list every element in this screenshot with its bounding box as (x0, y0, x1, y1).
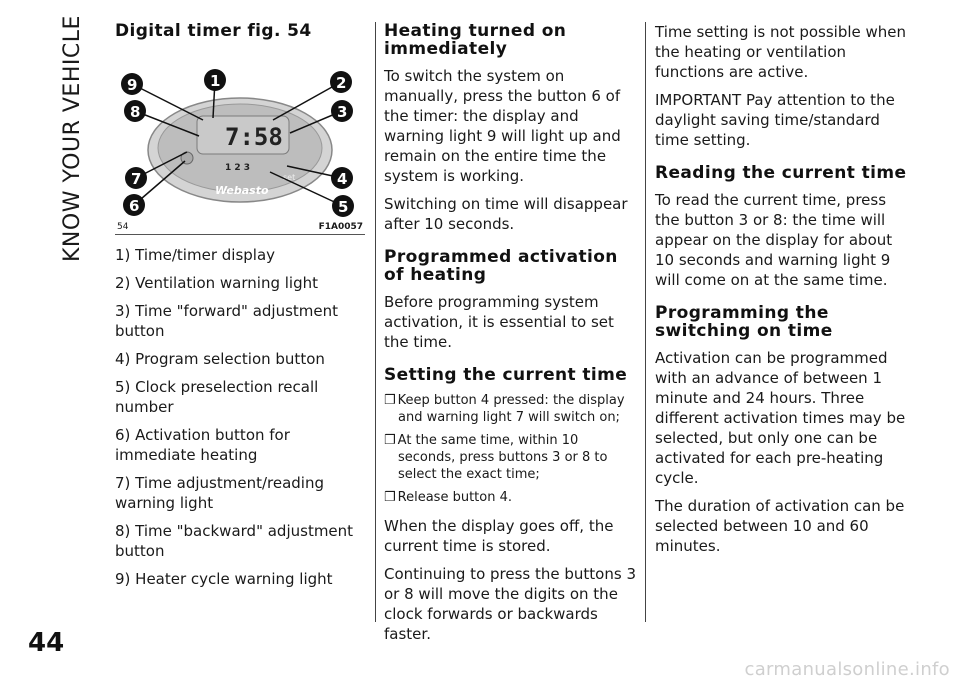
svg-text:4: 4 (337, 170, 348, 188)
display-time-text: 7:58 (225, 123, 283, 151)
paragraph: Continuing to press the buttons 3 or 8 will move the digits on the clock forwards or backwards faster. (384, 565, 636, 643)
paragraph: When the display goes off, the current time is stored. (384, 517, 614, 555)
paragraph: Before programming system activation, it is essential to set the time. (384, 293, 614, 351)
svg-text:8: 8 (130, 103, 141, 121)
legend-item: 3) Time "forward" adjustment button (115, 302, 339, 340)
column-1 (115, 22, 365, 597)
heading-reading-time: Reading the current time (655, 163, 907, 183)
checkbox-bullet-icon: ❒ (384, 393, 396, 408)
checkbox-bullet-icon: ❒ (384, 490, 396, 505)
watermark: carmanualsonline.info (744, 659, 950, 680)
legend-item: 9) Heater cycle warning light (115, 570, 333, 588)
svg-text:5: 5 (338, 198, 349, 216)
page-number: 44 (28, 628, 65, 658)
svg-text:3: 3 (337, 103, 348, 121)
svg-text:6: 6 (129, 197, 140, 215)
bullet-item: ❒ At the same time, within 10 seconds, press buttons 3 or 8 to select the exact time; (384, 433, 608, 482)
section-side-title: KNOW YOUR VEHICLE (60, 15, 85, 262)
heading-heating-immediately: Heating turned on immediately (384, 21, 567, 59)
svg-text:2: 2 (336, 74, 347, 92)
paragraph: Time setting is not possible when the heating or ventilation functions are active. (655, 23, 907, 81)
svg-text:9: 9 (127, 76, 138, 94)
heading-programming-switching: Programming the switching on time (655, 303, 833, 341)
column-divider-1 (375, 22, 376, 622)
paragraph: Activation can be programmed with an advance of between 1 minute and 24 hours. Three different activation times may be selected, but only one can be activated for each pre-heating cycle. (655, 349, 906, 487)
legend-item: 2) Ventilation warning light (115, 274, 318, 292)
legend-item: 6) Activation button for immediate heating (115, 426, 290, 464)
legend-item: 7) Time adjustment/reading warning light (115, 474, 324, 512)
bullet-item: ❒ Keep button 4 pressed: the display and warning light 7 will switch on; (384, 393, 625, 425)
paragraph: Switching on time will disappear after 10 seconds. (384, 195, 628, 233)
set-label-text: set (283, 173, 296, 182)
legend-item: 8) Time "backward" adjustment button (115, 522, 354, 560)
column-divider-2 (645, 22, 646, 622)
column-3 (655, 22, 910, 564)
legend-item: 1) Time/timer display (115, 246, 276, 264)
legend-item: 5) Clock preselection recall number (115, 378, 319, 416)
svg-text:1: 1 (210, 72, 221, 90)
brand-logo-text: Webasto (215, 184, 269, 197)
paragraph: IMPORTANT Pay attention to the daylight saving time/standard time setting. (655, 91, 895, 149)
legend-item: 4) Program selection button (115, 350, 325, 368)
heading-setting-time: Setting the current time (384, 365, 628, 385)
display-digits-text: 1 2 3 (225, 163, 251, 173)
checkbox-bullet-icon: ❒ (384, 433, 396, 448)
bullet-item: ❒ Release button 4. (384, 490, 512, 505)
timer-illustration (115, 48, 365, 218)
paragraph: The duration of activation can be selected between 10 and 60 minutes. (655, 497, 905, 555)
svg-text:7: 7 (131, 170, 142, 188)
figure-heading: Digital timer fig. 54 (115, 21, 312, 41)
timer-figure (115, 48, 365, 235)
paragraph: To read the current time, press the button 3 or 8: the time will appear on the display for about 10 seconds and warning light 9 will come on at the same time. (655, 191, 893, 289)
figure-code: F1A0057 (318, 222, 363, 232)
heading-programmed-activation: Programmed activation of heating (384, 247, 618, 285)
figure-number: 54 (117, 222, 129, 232)
paragraph: To switch the system on manually, press the button 6 of the timer: the display and warning light 9 will light up and remain on the entire time the system is working. (384, 67, 621, 185)
column-2 (384, 22, 636, 652)
